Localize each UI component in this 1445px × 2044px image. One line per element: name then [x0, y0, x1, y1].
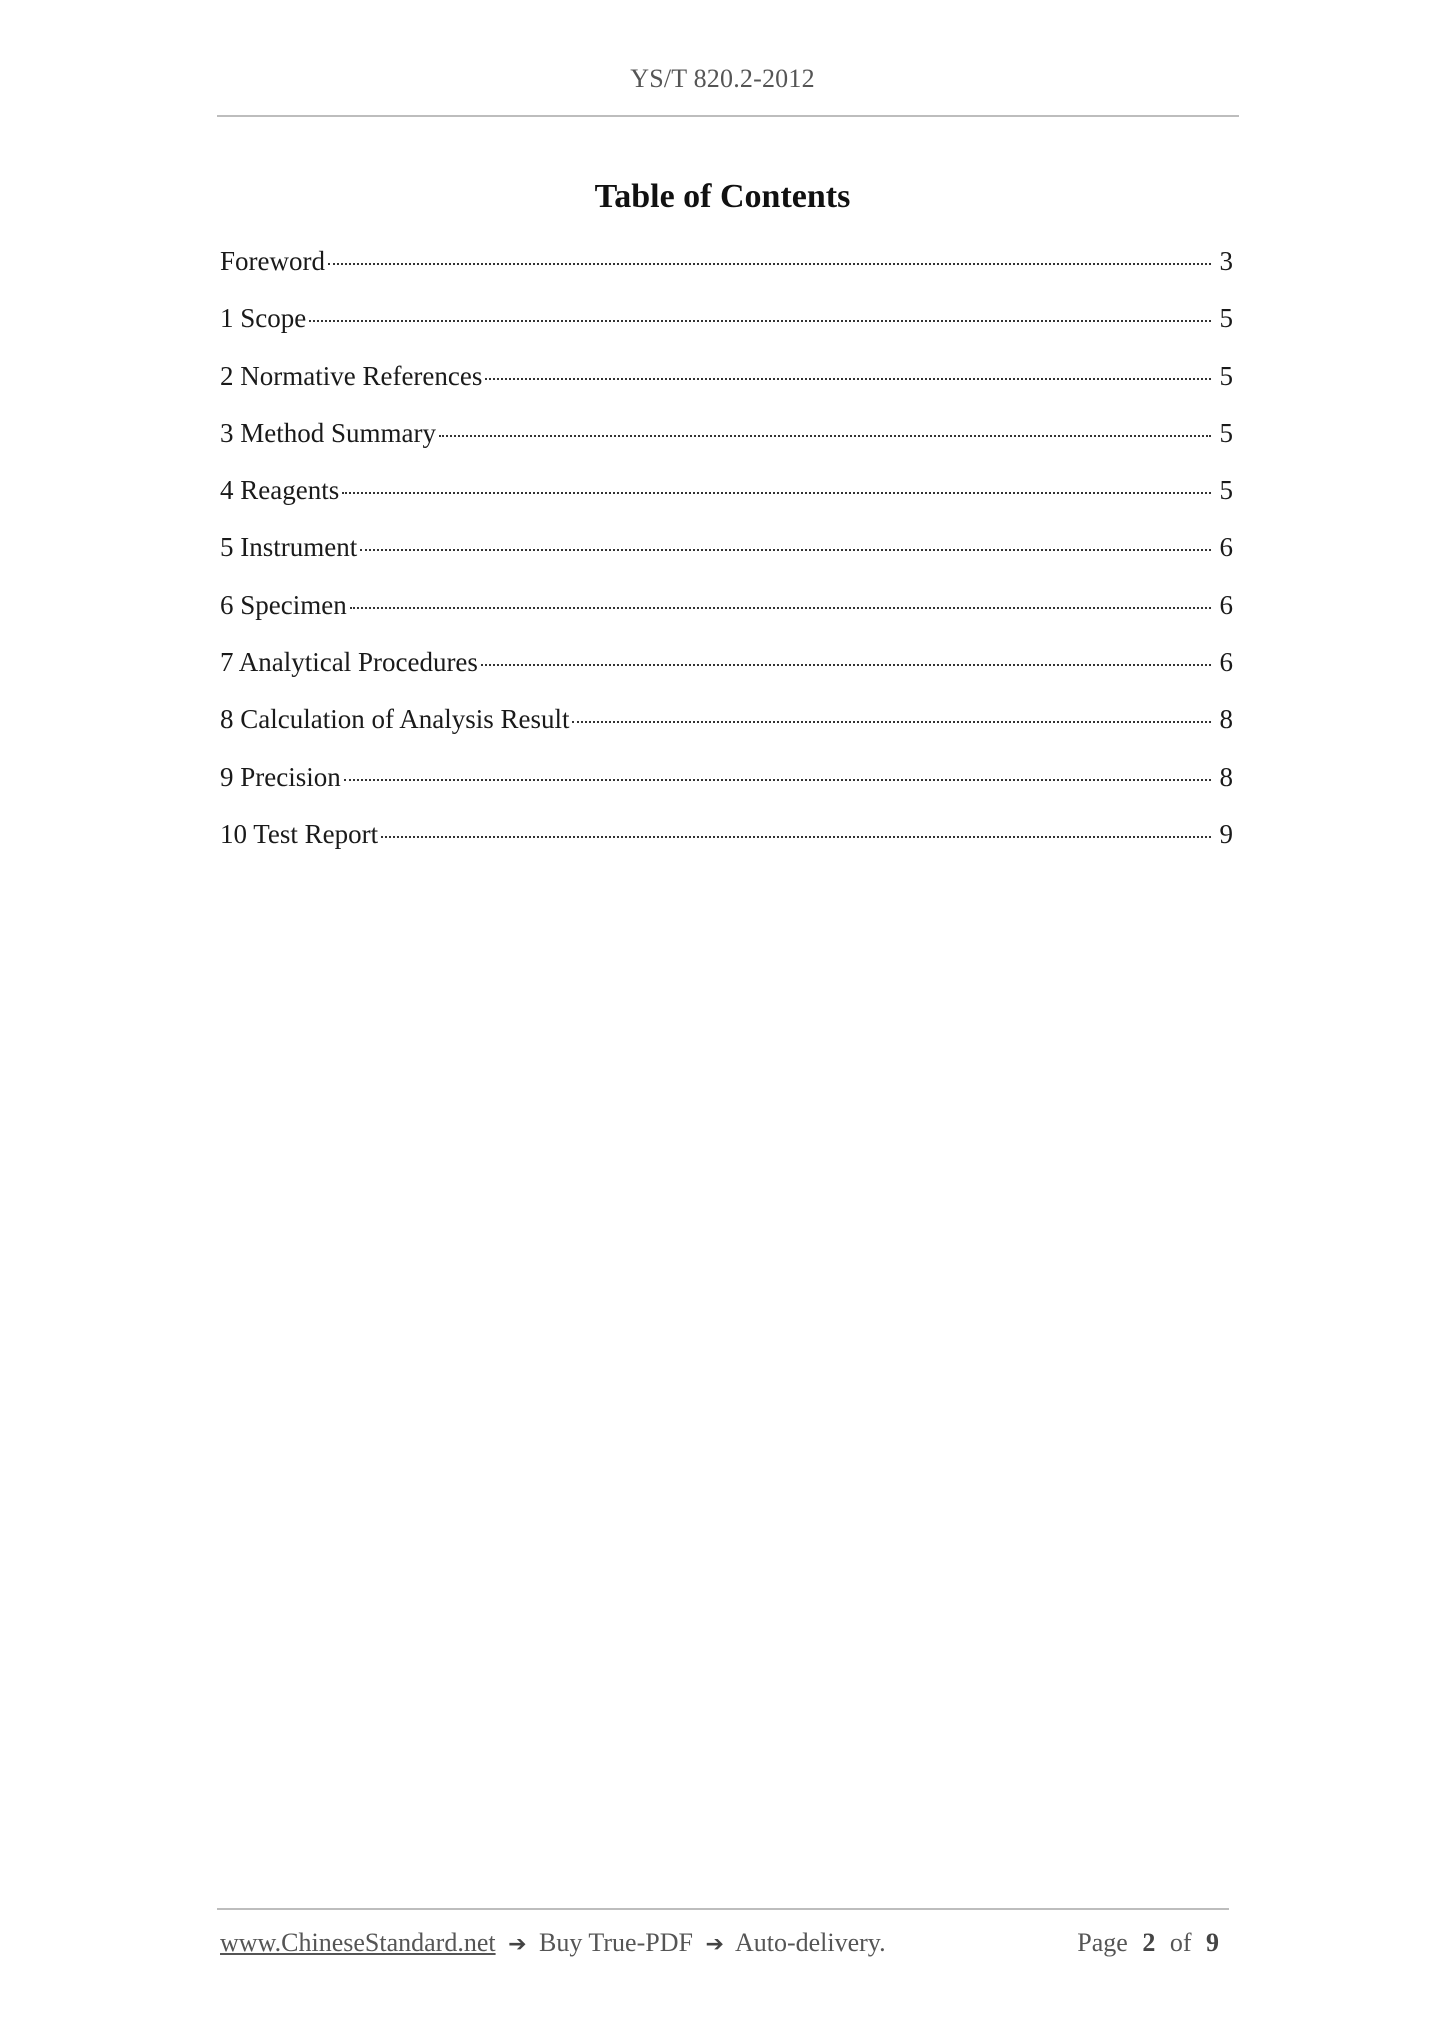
- arrow-right-icon: ➔: [705, 1932, 724, 1957]
- footer-purchase-line: [220, 1928, 886, 1958]
- toc-entry-label: 9 Precision: [220, 761, 341, 792]
- toc-entry-page: 8: [1219, 704, 1233, 735]
- arrow-right-icon: ➔: [508, 1932, 527, 1957]
- site-link[interactable]: www.ChineseStandard.net: [220, 1928, 496, 1957]
- toc-dot-leader: [485, 378, 1211, 380]
- toc-entry-normative-references[interactable]: [220, 361, 1233, 418]
- toc-entry-label: 4 Reagents: [220, 475, 340, 506]
- toc-entry-page: 3: [1219, 246, 1233, 276]
- toc-dot-leader: [350, 607, 1211, 609]
- toc-entry-page: 6: [1219, 589, 1233, 620]
- total-page-number: 9: [1206, 1928, 1219, 1957]
- toc-entry-page: 8: [1219, 761, 1233, 792]
- toc-entry-label: 7 Analytical Procedures: [220, 647, 478, 678]
- toc-title: Table of Contents: [594, 178, 851, 215]
- toc-entry-page: 9: [1219, 818, 1233, 849]
- current-page-number: 2: [1142, 1928, 1156, 1957]
- toc-entry-label: 5 Instrument: [220, 532, 358, 563]
- toc-entry-foreword[interactable]: [220, 246, 1233, 303]
- header-divider: [217, 115, 1239, 117]
- page-of-word: of: [1169, 1928, 1192, 1957]
- toc-entry-method-summary[interactable]: [220, 418, 1233, 475]
- footer-divider: [217, 1908, 1229, 1910]
- toc-dot-leader: [309, 320, 1211, 322]
- toc-entry-page: 5: [1219, 360, 1233, 391]
- toc-entry-test-report[interactable]: [220, 819, 1233, 876]
- toc-entry-page: 6: [1219, 532, 1233, 563]
- page-word: Page: [1077, 1928, 1128, 1957]
- toc-entry-label: Foreword: [220, 246, 325, 276]
- toc-dot-leader: [328, 263, 1211, 265]
- toc-dot-leader: [572, 721, 1211, 723]
- toc-dot-leader: [481, 664, 1211, 666]
- toc-dot-leader: [342, 492, 1211, 494]
- toc-entry-precision[interactable]: [220, 762, 1233, 819]
- footer-delivery-step: Auto-delivery.: [734, 1928, 886, 1957]
- toc-entry-page: 5: [1219, 475, 1233, 506]
- toc-entry-label: 8 Calculation of Analysis Result: [220, 704, 570, 735]
- toc-entry-page: 5: [1219, 303, 1233, 334]
- toc-entry-analytical-procedures[interactable]: [220, 647, 1233, 704]
- toc-entry-label: 3 Method Summary: [220, 417, 436, 448]
- page-number-indicator: [1077, 1928, 1227, 1958]
- toc-entry-calculation[interactable]: [220, 704, 1233, 761]
- toc-entry-scope[interactable]: [220, 303, 1233, 360]
- toc-entry-instrument[interactable]: [220, 532, 1233, 589]
- toc-list: [220, 246, 1233, 876]
- toc-dot-leader: [360, 549, 1211, 551]
- toc-dot-leader: [344, 779, 1211, 781]
- toc-dot-leader: [439, 435, 1211, 437]
- toc-entry-label: 1 Scope: [220, 303, 307, 334]
- footer-buy-step: Buy True-PDF: [539, 1928, 693, 1957]
- toc-dot-leader: [381, 836, 1211, 838]
- toc-entry-label: 2 Normative References: [220, 360, 483, 391]
- toc-entry-reagents[interactable]: [220, 475, 1233, 532]
- toc-entry-label: 10 Test Report: [220, 818, 379, 849]
- toc-entry-page: 6: [1219, 647, 1233, 678]
- toc-entry-label: 6 Specimen: [220, 589, 347, 620]
- document-header-code: YS/T 820.2-2012: [630, 64, 815, 93]
- toc-entry-specimen[interactable]: [220, 590, 1233, 647]
- toc-entry-page: 5: [1219, 417, 1233, 448]
